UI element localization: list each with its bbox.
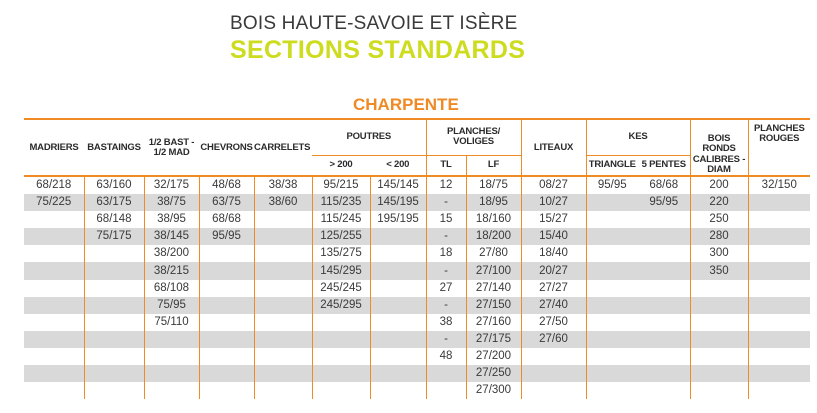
cell-lf: 27/140: [466, 280, 521, 297]
cell-tl: [426, 365, 466, 382]
cell-half-bast: 38/145: [144, 228, 199, 245]
cell-triangle: [586, 348, 638, 365]
cell-half-bast: [144, 382, 199, 399]
cell-liteaux: 10/27: [521, 194, 586, 211]
cell-bastaings: 63/160: [84, 176, 144, 194]
cell-madriers: [24, 280, 84, 297]
cell-5-pentes: [638, 280, 690, 297]
cell-poutres-lt200: [370, 365, 426, 382]
cell-poutres-gt200: [312, 314, 370, 331]
col-header-calibres-diam: CALIBRÉS - DIAM: [690, 155, 748, 176]
cell-poutres-gt200: 95/215: [312, 176, 370, 194]
cell-chevrons: 95/95: [199, 228, 254, 245]
cell-lf: 18/75: [466, 176, 521, 194]
cell-madriers: [24, 348, 84, 365]
cell-carrelets: [254, 228, 312, 245]
cell-half-bast: 32/175: [144, 176, 199, 194]
cell-carrelets: [254, 280, 312, 297]
cell-triangle: 95/95: [586, 176, 638, 194]
col-header-bois-ronds: BOIS RONDS: [690, 119, 748, 155]
cell-triangle: [586, 365, 638, 382]
cell-carrelets: [254, 348, 312, 365]
cell-carrelets: 38/38: [254, 176, 312, 194]
cell-lf: 27/200: [466, 348, 521, 365]
cell-calibres-diam: 200: [690, 176, 748, 194]
table-header: [24, 119, 810, 176]
cell-5-pentes: [638, 314, 690, 331]
cell-tl: -: [426, 194, 466, 211]
cell-lf: 27/250: [466, 365, 521, 382]
col-header-planches-voliges: PLANCHES/ VOLIGES: [426, 119, 521, 155]
cell-planches-rouges: [748, 297, 810, 314]
cell-bastaings: 75/175: [84, 228, 144, 245]
cell-bastaings: [84, 314, 144, 331]
cell-poutres-lt200: [370, 280, 426, 297]
cell-calibres-diam: 250: [690, 211, 748, 228]
cell-chevrons: [199, 365, 254, 382]
cell-planches-rouges: 32/150: [748, 176, 810, 194]
cell-poutres-gt200: 135/275: [312, 245, 370, 262]
cell-chevrons: 48/68: [199, 176, 254, 194]
cell-triangle: [586, 280, 638, 297]
table-row: [24, 382, 810, 399]
cell-calibres-diam: 280: [690, 228, 748, 245]
cell-5-pentes: [638, 365, 690, 382]
cell-half-bast: [144, 348, 199, 365]
col-header-poutres: POUTRES: [312, 119, 426, 155]
cell-planches-rouges: [748, 211, 810, 228]
col-header-triangle: TRIANGLE: [586, 155, 638, 176]
cell-chevrons: [199, 314, 254, 331]
cell-carrelets: [254, 297, 312, 314]
cell-tl: 18: [426, 245, 466, 262]
cell-bastaings: 63/175: [84, 194, 144, 211]
cell-half-bast: 38/215: [144, 262, 199, 279]
cell-planches-rouges: [748, 262, 810, 279]
col-header-poutres-gt200: > 200: [312, 155, 370, 176]
cell-lf: 27/80: [466, 245, 521, 262]
cell-madriers: [24, 245, 84, 262]
cell-calibres-diam: 220: [690, 194, 748, 211]
cell-carrelets: [254, 331, 312, 348]
cell-tl: 27: [426, 280, 466, 297]
cell-madriers: [24, 211, 84, 228]
cell-planches-rouges: [748, 348, 810, 365]
cell-triangle: [586, 331, 638, 348]
cell-half-bast: 75/95: [144, 297, 199, 314]
cell-poutres-gt200: 115/245: [312, 211, 370, 228]
cell-liteaux: 27/60: [521, 331, 586, 348]
cell-5-pentes: [638, 245, 690, 262]
sections-table-container: [24, 118, 810, 399]
cell-planches-rouges: [748, 194, 810, 211]
col-header-liteaux: LITEAUX: [521, 119, 586, 176]
cell-carrelets: 38/60: [254, 194, 312, 211]
cell-5-pentes: 95/95: [638, 194, 690, 211]
cell-planches-rouges: [748, 314, 810, 331]
cell-lf: 27/150: [466, 297, 521, 314]
cell-tl: 48: [426, 348, 466, 365]
cell-liteaux: 08/27: [521, 176, 586, 194]
cell-calibres-diam: [690, 280, 748, 297]
cell-tl: 15: [426, 211, 466, 228]
col-header-kes: KES: [586, 119, 690, 155]
page-subtitle: SECTIONS STANDARDS: [230, 36, 526, 64]
cell-chevrons: [199, 245, 254, 262]
cell-liteaux: [521, 348, 586, 365]
cell-poutres-gt200: [312, 382, 370, 399]
cell-planches-rouges: [748, 245, 810, 262]
cell-5-pentes: [638, 348, 690, 365]
cell-poutres-lt200: 195/195: [370, 211, 426, 228]
col-header-half-bast: 1/2 BAST - 1/2 MAD: [144, 119, 199, 176]
cell-poutres-gt200: 245/245: [312, 280, 370, 297]
cell-poutres-lt200: 145/145: [370, 176, 426, 194]
cell-triangle: [586, 211, 638, 228]
cell-planches-rouges: [748, 331, 810, 348]
cell-calibres-diam: [690, 314, 748, 331]
cell-liteaux: [521, 365, 586, 382]
cell-liteaux: 18/40: [521, 245, 586, 262]
cell-lf: 27/175: [466, 331, 521, 348]
table-row: [24, 211, 810, 228]
cell-chevrons: [199, 348, 254, 365]
table-row: [24, 297, 810, 314]
cell-planches-rouges: [748, 382, 810, 399]
cell-liteaux: 27/50: [521, 314, 586, 331]
cell-carrelets: [254, 262, 312, 279]
cell-lf: 27/100: [466, 262, 521, 279]
cell-triangle: [586, 194, 638, 211]
cell-bastaings: [84, 365, 144, 382]
cell-madriers: [24, 228, 84, 245]
cell-tl: 12: [426, 176, 466, 194]
cell-bastaings: [84, 297, 144, 314]
cell-poutres-lt200: [370, 262, 426, 279]
cell-half-bast: 75/110: [144, 314, 199, 331]
cell-poutres-lt200: [370, 331, 426, 348]
cell-liteaux: 27/40: [521, 297, 586, 314]
cell-madriers: [24, 382, 84, 399]
table-row: [24, 280, 810, 297]
cell-chevrons: 63/75: [199, 194, 254, 211]
cell-5-pentes: [638, 228, 690, 245]
table-row: [24, 228, 810, 245]
cell-carrelets: [254, 382, 312, 399]
cell-chevrons: [199, 382, 254, 399]
col-header-tl: TL: [426, 155, 466, 176]
cell-5-pentes: [638, 297, 690, 314]
table-row: [24, 262, 810, 279]
cell-carrelets: [254, 211, 312, 228]
cell-calibres-diam: [690, 297, 748, 314]
cell-tl: 38: [426, 314, 466, 331]
cell-bastaings: [84, 382, 144, 399]
cell-chevrons: [199, 280, 254, 297]
cell-poutres-gt200: 145/295: [312, 262, 370, 279]
cell-madriers: [24, 314, 84, 331]
cell-carrelets: [254, 365, 312, 382]
cell-madriers: 68/218: [36, 179, 72, 192]
cell-triangle: [586, 262, 638, 279]
cell-tl: [426, 382, 466, 399]
cell-planches-rouges: [748, 280, 810, 297]
cell-poutres-gt200: [312, 348, 370, 365]
table-row: [24, 348, 810, 365]
cell-tl: -: [426, 297, 466, 314]
cell-liteaux: 20/27: [521, 262, 586, 279]
cell-half-bast: 38/200: [144, 245, 199, 262]
sections-table: [24, 118, 810, 399]
cell-poutres-lt200: [370, 348, 426, 365]
col-header-poutres-lt200: < 200: [370, 155, 426, 176]
cell-poutres-gt200: 115/235: [312, 194, 370, 211]
cell-calibres-diam: [690, 348, 748, 365]
cell-chevrons: 68/68: [199, 211, 254, 228]
cell-5-pentes: 68/68: [649, 179, 679, 192]
cell-calibres-diam: 350: [690, 262, 748, 279]
page-title: BOIS HAUTE-SAVOIE ET ISÈRE: [230, 13, 518, 34]
table-row: [24, 194, 810, 211]
cell-tl: -: [426, 228, 466, 245]
cell-carrelets: [254, 314, 312, 331]
cell-bastaings: [84, 245, 144, 262]
cell-poutres-lt200: [370, 245, 426, 262]
table-body: [24, 176, 810, 399]
col-header-madriers: MADRIERS: [24, 119, 84, 176]
cell-planches-rouges: [748, 228, 810, 245]
cell-lf: 18/160: [466, 211, 521, 228]
cell-liteaux: 15/40: [521, 228, 586, 245]
cell-calibres-diam: [690, 331, 748, 348]
cell-bastaings: [84, 331, 144, 348]
cell-chevrons: [199, 262, 254, 279]
cell-madriers: [24, 297, 84, 314]
cell-triangle: [586, 245, 638, 262]
cell-triangle: [586, 297, 638, 314]
cell-lf: 27/160: [466, 314, 521, 331]
cell-lf: 18/95: [466, 194, 521, 211]
cell-poutres-gt200: [312, 365, 370, 382]
col-header-lf: LF: [466, 155, 521, 176]
cell-madriers: [24, 365, 84, 382]
cell-liteaux: 15/27: [521, 211, 586, 228]
cell-madriers: [24, 262, 84, 279]
table-row: [24, 365, 810, 382]
table-row: [24, 245, 810, 262]
cell-bastaings: 68/148: [84, 211, 144, 228]
table-row: [24, 176, 810, 194]
col-header-chevrons: CHEVRONS: [199, 119, 254, 176]
cell-lf: 18/200: [466, 228, 521, 245]
cell-poutres-lt200: [370, 314, 426, 331]
cell-triangle: [586, 314, 638, 331]
cell-tl: -: [426, 262, 466, 279]
cell-5-pentes: [638, 211, 690, 228]
cell-half-bast: [144, 365, 199, 382]
cell-madriers: 75/225: [24, 194, 84, 211]
cell-madriers: [24, 331, 84, 348]
cell-half-bast: 38/95: [144, 211, 199, 228]
cell-chevrons: [199, 331, 254, 348]
cell-liteaux: [521, 382, 586, 399]
cell-poutres-lt200: 145/195: [370, 194, 426, 211]
table-row: [24, 314, 810, 331]
cell-calibres-diam: [690, 382, 748, 399]
cell-5-pentes: [638, 331, 690, 348]
cell-bastaings: [84, 348, 144, 365]
table-row: [24, 331, 810, 348]
cell-5-pentes: [638, 262, 690, 279]
cell-poutres-lt200: [370, 297, 426, 314]
cell-poutres-gt200: 245/295: [312, 297, 370, 314]
cell-triangle: [586, 228, 638, 245]
cell-bastaings: [84, 262, 144, 279]
cell-planches-rouges: [748, 365, 810, 382]
cell-half-bast: 38/75: [144, 194, 199, 211]
cell-triangle: [586, 382, 638, 399]
cell-poutres-gt200: [312, 331, 370, 348]
cell-half-bast: [144, 331, 199, 348]
cell-poutres-lt200: [370, 228, 426, 245]
cell-calibres-diam: [690, 365, 748, 382]
section-title: CHARPENTE: [353, 95, 459, 114]
cell-calibres-diam: 300: [690, 245, 748, 262]
cell-poutres-gt200: 125/255: [312, 228, 370, 245]
col-header-planches-rouges: PLANCHES ROUGES: [748, 119, 810, 176]
col-header-carrelets: CARRELETS: [254, 119, 312, 176]
col-header-5-pentes: 5 PENTES: [638, 155, 690, 176]
cell-liteaux: 27/27: [521, 280, 586, 297]
cell-carrelets: [254, 245, 312, 262]
cell-half-bast: 68/108: [144, 280, 199, 297]
cell-poutres-lt200: [370, 382, 426, 399]
cell-5-pentes: [638, 382, 690, 399]
cell-chevrons: [199, 297, 254, 314]
cell-bastaings: [84, 280, 144, 297]
col-header-bastaings: BASTAINGS: [84, 119, 144, 176]
cell-lf: 27/300: [466, 382, 521, 399]
cell-tl: -: [426, 331, 466, 348]
